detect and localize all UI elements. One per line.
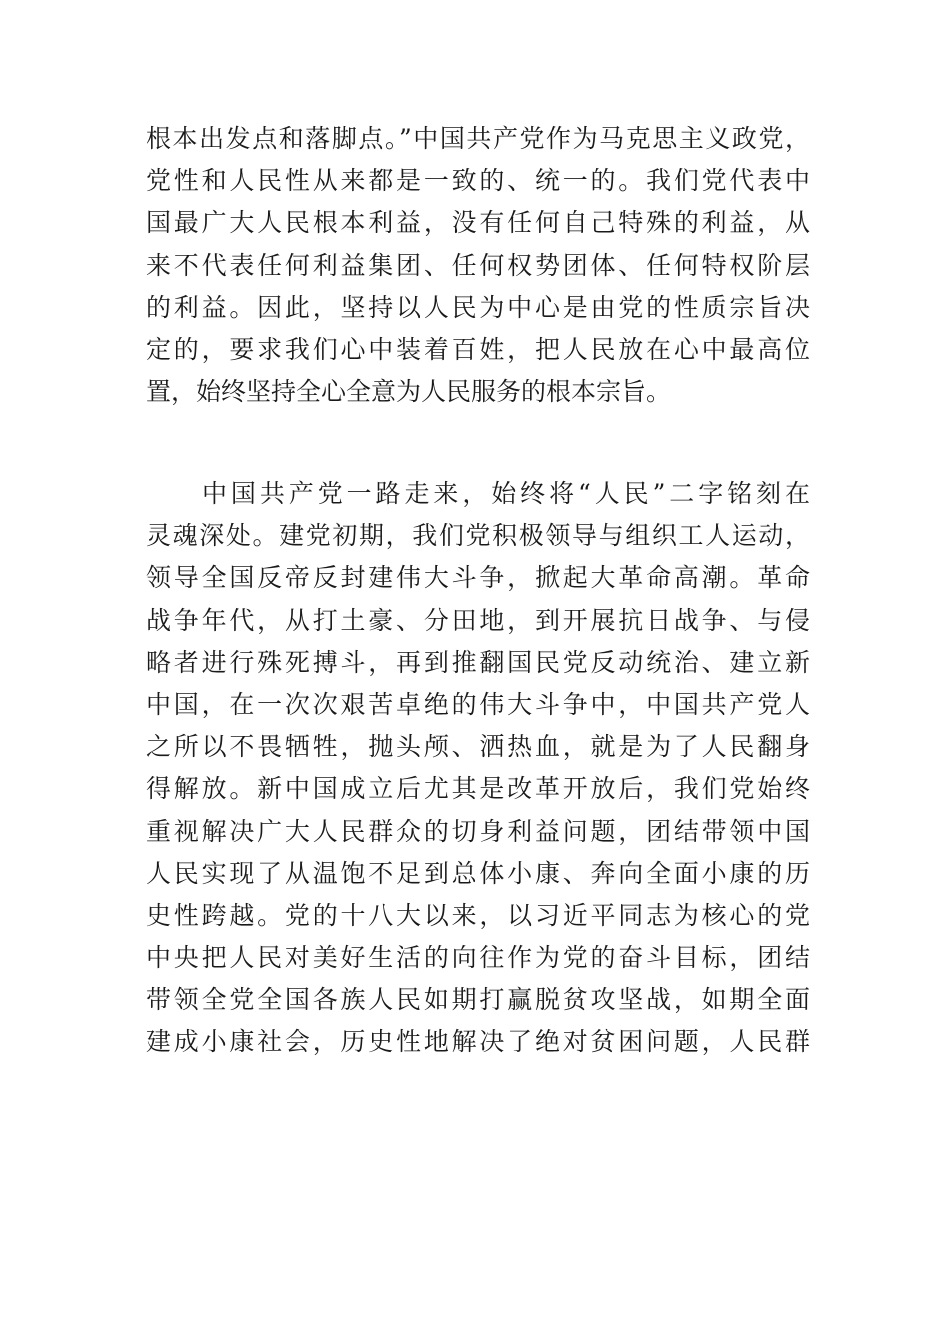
paragraph-1 xyxy=(146,118,810,413)
paragraph-line: 定的，要求我们心中装着百姓，把人民放在心中最高位 xyxy=(146,334,810,364)
paragraph-line: 的利益。因此，坚持以人民为中心是由党的性质宗旨决 xyxy=(146,292,810,322)
paragraph-line: 根本出发点和落脚点。”中国共产党作为马克思主义政党， xyxy=(146,124,810,153)
paragraph-line: 来不代表任何利益集团、任何权势团体、任何特权阶层 xyxy=(146,250,810,280)
paragraph-line: 带领全党全国各族人民如期打赢脱贫攻坚战，如期全面 xyxy=(146,985,810,1015)
paragraph-line: 战争年代，从打土豪、分田地，到开展抗日战争、与侵 xyxy=(146,605,810,635)
paragraph-line: 略者进行殊死搏斗，再到推翻国民党反动统治、建立新 xyxy=(146,647,810,677)
paragraph-line: 中国，在一次次艰苦卓绝的伟大斗争中，中国共产党人 xyxy=(146,689,810,719)
paragraph-line: 之所以不畏牺牲，抛头颅、洒热血，就是为了人民翻身 xyxy=(146,732,810,762)
paragraph-line: 党性和人民性从来都是一致的、统一的。我们党代表中 xyxy=(146,166,810,196)
paragraph-line: 中国共产党一路走来，始终将“人民”二字铭刻在 xyxy=(202,479,810,508)
paragraph-line: 史性跨越。党的十八大以来，以习近平同志为核心的党 xyxy=(146,900,810,930)
paragraph-line: 领导全国反帝反封建伟大斗争，掀起大革命高潮。革命 xyxy=(146,563,810,593)
paragraph-line: 建成小康社会，历史性地解决了绝对贫困问题，人民群 xyxy=(146,1027,810,1057)
paragraph-line: 国最广大人民根本利益，没有任何自己特殊的利益，从 xyxy=(146,208,810,238)
paragraph-2 xyxy=(146,473,810,1064)
paragraph-line: 人民实现了从温饱不足到总体小康、奔向全面小康的历 xyxy=(146,858,810,888)
paragraph-line: 灵魂深处。建党初期，我们党积极领导与组织工人运动， xyxy=(146,521,810,551)
paragraph-line: 重视解决广大人民群众的切身利益问题，团结带领中国 xyxy=(146,816,810,846)
paragraph-line: 中央把人民对美好生活的向往作为党的奋斗目标，团结 xyxy=(146,943,810,973)
paragraph-line: 得解放。新中国成立后尤其是改革开放后，我们党始终 xyxy=(146,774,810,804)
paragraph-line: 置，始终坚持全心全意为人民服务的根本宗旨。 xyxy=(146,377,672,407)
